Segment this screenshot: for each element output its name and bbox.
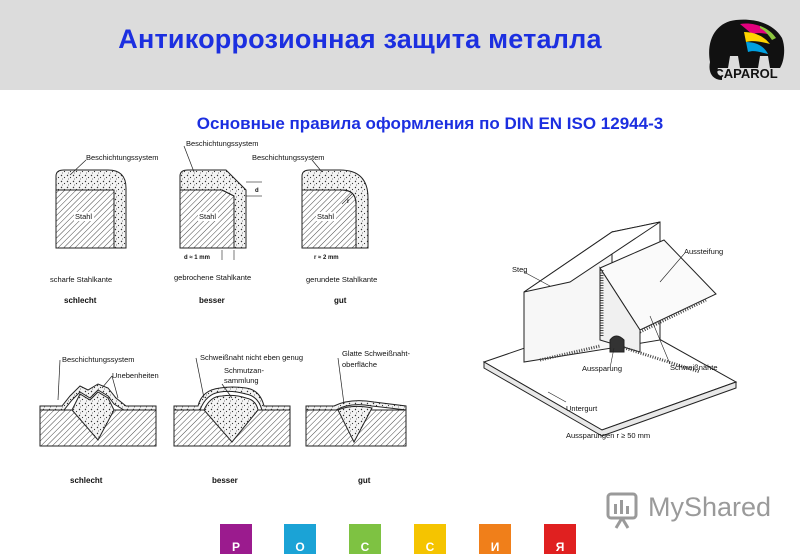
- footer-square-4: [414, 524, 446, 554]
- beam-schweissnaehte-label: Schweißnähte: [670, 363, 718, 372]
- edge1-caption: scharfe Stahlkante: [50, 275, 113, 284]
- footer-square-3: [349, 524, 381, 554]
- edge3-rating: gut: [334, 296, 347, 305]
- weld2-label3: sammlung: [224, 376, 259, 385]
- footer-square-6: [544, 524, 576, 554]
- edge-rounded-figure: [302, 160, 368, 248]
- edge1-rating: schlecht: [64, 296, 97, 305]
- weld-good-figure: [306, 358, 406, 446]
- subtitle: Основные правила оформления по DIN EN ISO 12944-3: [196, 114, 664, 133]
- footer-letter-1: Р: [231, 540, 240, 554]
- edge2-steel-label: Stahl: [199, 212, 217, 221]
- edge-broken-figure: [180, 146, 262, 260]
- edge-sharp-figure: [56, 160, 126, 248]
- edge1-coating-label: Beschichtungssystem: [86, 153, 159, 162]
- weld3-label1: Glatte Schweißnaht-: [342, 349, 410, 358]
- weld1-rating: schlecht: [70, 476, 103, 485]
- weld2-label1: Schweißnaht nicht eben genug: [200, 353, 303, 362]
- footer-square-5: [479, 524, 511, 554]
- footer-letter-6: Я: [555, 540, 565, 554]
- beam-aussparungen-label: Aussparungen r ≥ 50 mm: [566, 431, 651, 440]
- footer-square-1: [220, 524, 252, 554]
- beam-aussteifung-label: Aussteifung: [684, 247, 724, 256]
- logo-text: CAPAROL: [714, 66, 778, 81]
- weld2-rating: besser: [212, 476, 238, 485]
- edge2-caption: gebrochene Stahlkante: [174, 273, 252, 282]
- edge3-coating-label: Beschichtungssystem: [252, 153, 325, 162]
- edge3-caption: gerundete Stahlkante: [306, 275, 378, 284]
- weld3-rating: gut: [358, 476, 371, 485]
- weld1-label2: Unebenheiten: [112, 371, 159, 380]
- edge2-dimension-small: d: [255, 188, 259, 194]
- weld2-label2: Schmutzan-: [224, 366, 265, 375]
- edge3-dimension-r: r ≈ 2 mm: [314, 255, 339, 261]
- footer-letter-squares: [220, 524, 580, 554]
- edge2-rating: besser: [199, 296, 225, 305]
- edge1-steel-label: Stahl: [75, 212, 93, 221]
- footer-letter-2: О: [295, 540, 305, 554]
- edge3-dimension-small: r: [347, 199, 350, 205]
- footer-letter-5: И: [490, 540, 500, 554]
- beam-steg-label: Steg: [512, 265, 528, 274]
- edge2-dimension-d: d ≈ 1 mm: [184, 255, 210, 261]
- edge2-coating-label: Beschichtungssystem: [186, 139, 259, 148]
- beam-untergurt-label: Untergurt: [566, 404, 598, 413]
- weld3-label2: oberfläche: [342, 360, 378, 369]
- weld1-label1: Beschichtungssystem: [62, 355, 135, 364]
- beam-aussparung-label: Aussparung: [582, 364, 623, 373]
- footer-letter-3: С: [360, 540, 370, 554]
- footer-letter-4: С: [425, 540, 435, 554]
- page-title: Антикоррозионная защита металла: [118, 24, 602, 54]
- watermark-text: MyShared: [648, 492, 772, 522]
- footer-square-2: [284, 524, 316, 554]
- edge3-steel-label: Stahl: [317, 212, 335, 221]
